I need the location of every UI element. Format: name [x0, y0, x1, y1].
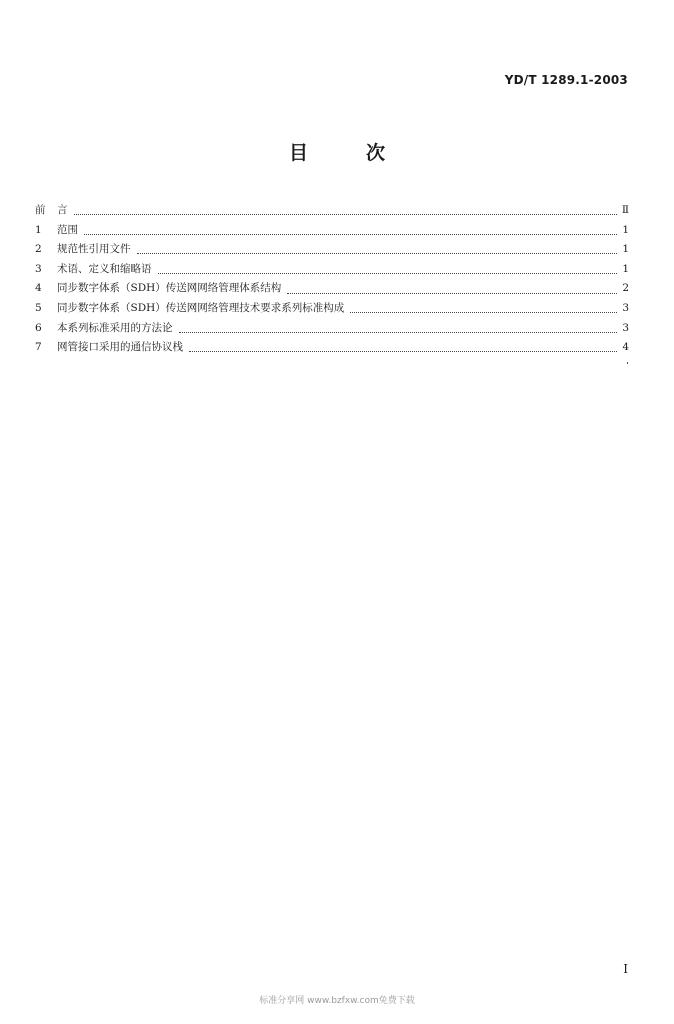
toc-leader-dots: [84, 224, 617, 235]
toc-leader-dots: [287, 283, 617, 294]
toc-entry-label: 同步数字体系（SDH）传送网网络管理技术要求系列标准构成: [57, 301, 345, 314]
toc-title-char-1: 目: [288, 142, 308, 164]
toc-leader-dots: [179, 322, 618, 333]
toc-entry-label: 术语、定义和缩略语: [57, 262, 152, 275]
toc-entry-7[interactable]: [35, 338, 629, 358]
document-code: YD/T 1289.1-2003: [504, 73, 628, 87]
scan-speck: [627, 362, 628, 364]
toc-title: [0, 138, 674, 165]
toc-entry-number: 前: [35, 204, 46, 216]
toc-entry-page: 1: [622, 262, 629, 275]
toc-entry-1[interactable]: [35, 221, 629, 241]
toc-entry-foreword[interactable]: [35, 201, 629, 221]
toc-entry-label: 本系列标准采用的方法论: [57, 321, 173, 334]
toc-entry-page: 3: [622, 301, 629, 314]
toc-entry-page: 2: [622, 282, 629, 295]
toc-entry-page: 4: [622, 341, 629, 354]
toc-title-char-2: 次: [366, 142, 386, 164]
toc-leader-dots: [189, 341, 617, 352]
toc-leader-dots: [137, 243, 618, 254]
toc-entry-label: 言: [57, 204, 68, 216]
toc-entry-page: 1: [622, 243, 629, 256]
toc-entry-page: 1: [622, 223, 629, 236]
toc-entry-page: 3: [622, 321, 629, 334]
toc-entry-number: 2: [35, 243, 42, 256]
toc-entry-number: 4: [35, 282, 42, 295]
toc-entry-4[interactable]: [35, 279, 629, 299]
toc-entry-number: 1: [35, 223, 42, 236]
watermark-text: 标准分享网 www.bzfxw.com免费下载: [259, 996, 415, 1006]
toc-entry-5[interactable]: [35, 299, 629, 319]
toc-entry-2[interactable]: [35, 240, 629, 260]
toc-entry-number: 7: [35, 341, 42, 354]
toc-entry-3[interactable]: [35, 260, 629, 280]
toc-entry-page: Ⅱ: [621, 204, 629, 216]
page-number: I: [623, 962, 628, 976]
toc-entry-label: 范围: [57, 223, 78, 236]
toc-leader-dots: [158, 263, 618, 274]
toc-entry-number: 3: [35, 262, 42, 275]
toc-entry-number: 6: [35, 321, 42, 334]
toc-entry-label: 网管接口采用的通信协议栈: [57, 341, 183, 354]
toc-entry-label: 同步数字体系（SDH）传送网网络管理体系结构: [57, 282, 282, 295]
toc-entry-label: 规范性引用文件: [57, 243, 131, 256]
toc-entry-6[interactable]: [35, 319, 629, 339]
toc-leader-dots: [74, 204, 618, 215]
toc-entry-number: 5: [35, 301, 42, 314]
toc-leader-dots: [350, 302, 617, 313]
table-of-contents: [35, 201, 629, 358]
